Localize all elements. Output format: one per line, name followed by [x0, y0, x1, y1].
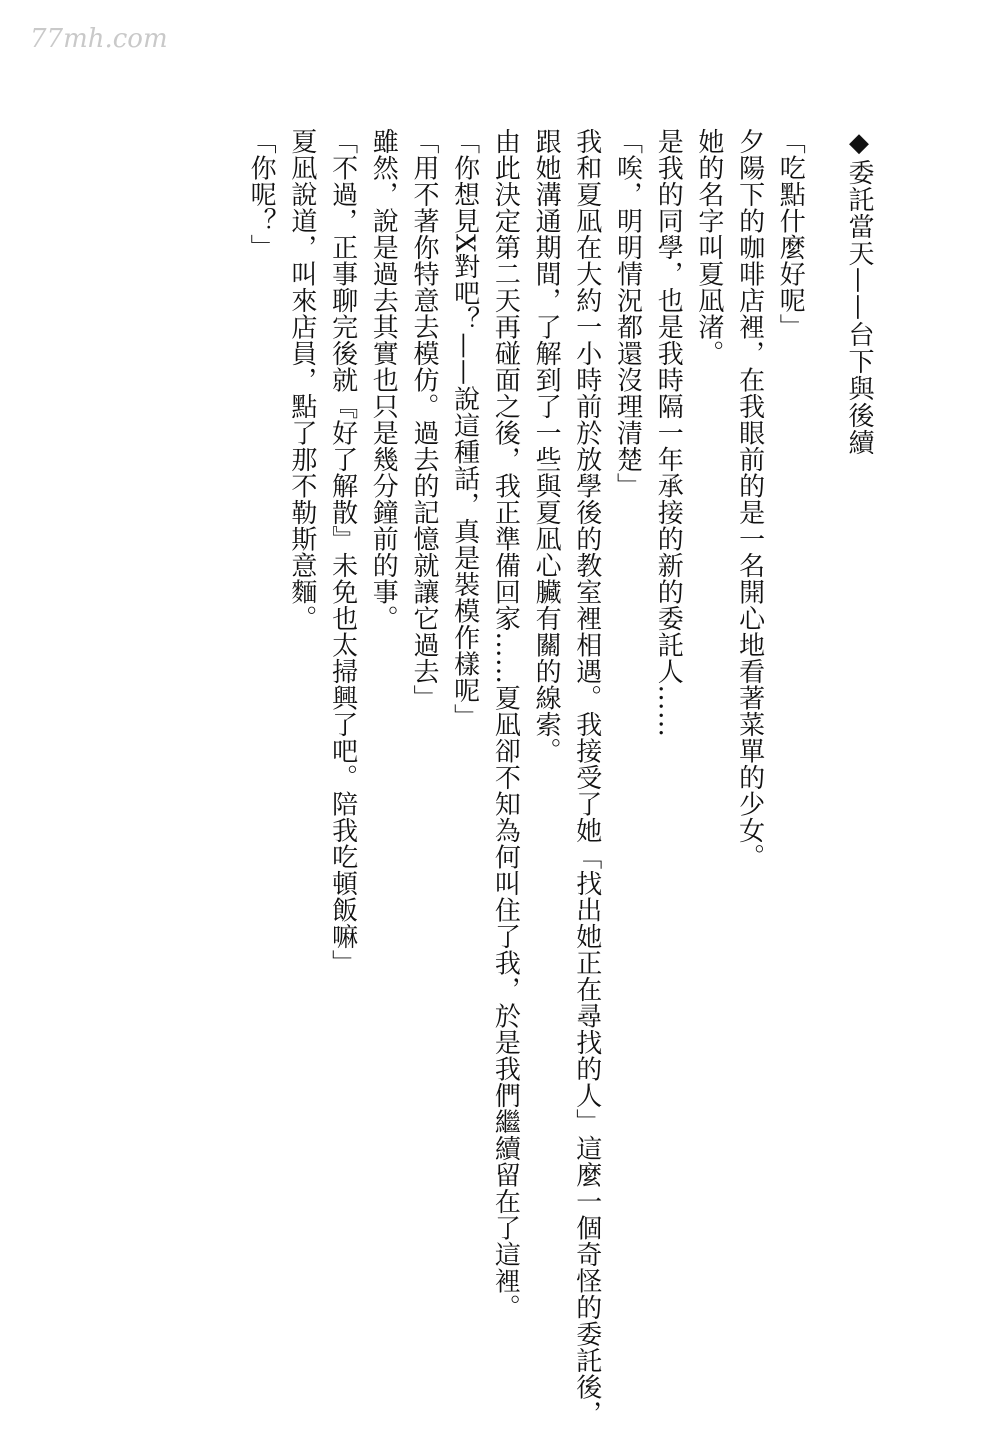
vertical-text-body: [240, 128, 879, 1427]
text-line: 「用不著你特意去模仿。過去的記憶就讓它過去」: [408, 128, 439, 711]
text-line: 跟她溝通期間，了解到了一些與夏凪心臟有關的線索。: [531, 128, 562, 764]
text-line: 「你想見X對吧？——說這種話，真是裝模作樣呢」: [449, 128, 480, 731]
section-heading: ◆委託當天——台下與後續: [844, 128, 874, 456]
watermark: 77mh.com: [30, 24, 168, 54]
text-line: 是我的同學，也是我時隔一年承接的新的委託人……: [653, 128, 684, 738]
text-line: 「不過，正事聊完後就『好了解散』未免也太掃興了吧。陪我吃頓飯嘛」: [327, 128, 358, 976]
text-line: 「吃點什麼好呢」: [775, 128, 806, 340]
text-line: 夏凪說道，叫來店員，點了那不勒斯意麵。: [286, 128, 317, 632]
text-line: 我和夏凪在大約一小時前於放學後的教室裡相遇。我接受了她「找出她正在尋找的人」這麼一個奇怪的委託後，: [571, 128, 602, 1427]
text-line: 由此決定第二天再碰面之後，我正準備回家……夏凪卻不知為何叫住了我，於是我們繼續留在了這裡。: [490, 128, 521, 1321]
text-line: 夕陽下的咖啡店裡，在我眼前的是一名開心地看著菜單的少女。: [734, 128, 765, 870]
text-line: 「你呢？」: [246, 128, 277, 261]
text-line: 她的名字叫夏凪渚。: [693, 128, 724, 367]
text-line: 雖然，說是過去其實也只是幾分鐘前的事。: [368, 128, 399, 632]
text-line: 「唉，明明情況都還沒理清楚」: [612, 128, 643, 499]
